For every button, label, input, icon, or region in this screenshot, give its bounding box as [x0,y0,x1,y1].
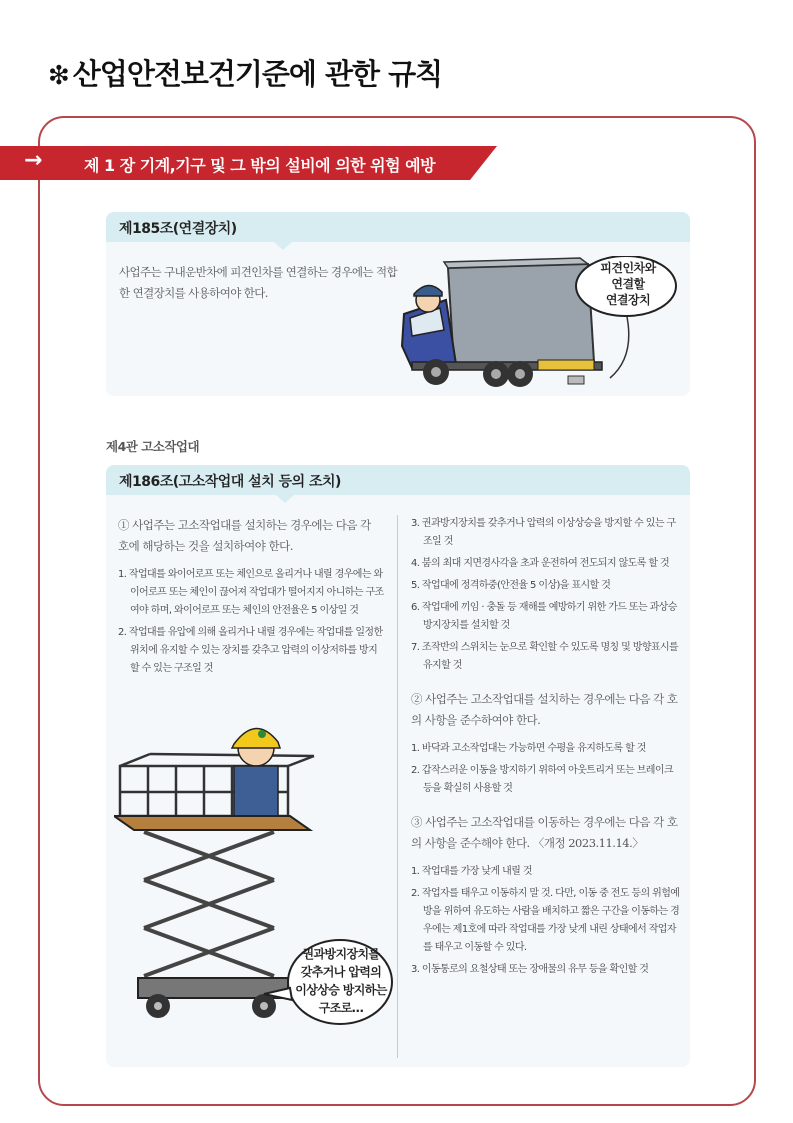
list-item: 1. 바닥과 고소작업대는 가능하면 수평을 유지하도록 할 것 [411,743,646,754]
asterisk-icon: ❇ [48,61,69,91]
article-185-body: 사업주는 구내운반차에 피견인차를 연결하는 경우에는 적합한 연결장치를 사용하여야 한다. [119,265,398,300]
chapter-ribbon [0,146,497,180]
list-item: 2. 작업대를 유압에 의해 올리거나 내릴 경우에는 작업대를 일정한 위치에 유지할 수 있는 장치를 갖추고 압력의 이상저하를 방지할 수 있는 구조일 것 [118,627,383,674]
section-label: 제4관 고소작업대 [106,439,200,454]
page-title [48,52,442,93]
article-186-header [106,465,690,495]
page-title-text: 산업안전보건기준에 관한 규칙 [72,57,443,91]
list-item: 4. 붐의 최대 지면경사각을 초과 운전하여 전도되지 않도록 할 것 [411,558,670,569]
list-item: 1. 작업대를 와이어로프 또는 체인으로 올리거나 내릴 경우에는 와이어로프 또는 체인이 끊어져 작업대가 떨어지지 아니하는 구조여야 하며, 와이어로프 또는 체인의 안전율은 5 이상일 것 [118,569,384,616]
paragraph-2: ② 사업주는 고소작업대를 설치하는 경우에는 다음 각 호의 사항을 준수하여야 한다. [411,692,678,727]
bubble-line: 연결할 [611,277,645,291]
paragraph-1: ① 사업주는 고소작업대를 설치하는 경우에는 다음 각 호에 해당하는 것을 설치하여야 한다. [118,518,371,553]
bubble-line: 갖추거나 압력의 [300,965,382,979]
bubble-line: 권과방지장치를 [302,947,380,961]
arrow-right-icon: → [24,148,43,173]
right-column [411,515,681,983]
bubble-line: 연결장치 [605,293,651,307]
header-pointer [276,495,294,503]
truck-speech-bubble [594,260,662,308]
platform-speech-bubble [282,945,400,1017]
bubble-line: 이상상승 방지하는 [295,983,387,997]
list-item: 6. 작업대에 끼임 · 충돌 등 재해를 예방하기 위한 가드 또는 과상승방지장치를 설치할 것 [411,602,677,631]
article-186-heading: 제186조(고소작업대 설치 등의 조치) [119,474,341,490]
bubble-line: 피견인차와 [600,261,656,275]
article-185-header [106,212,690,242]
list-item: 2. 작업자를 태우고 이동하지 말 것. 다만, 이동 중 전도 등의 위험예방을 위하여 유도하는 사람을 배치하고 짧은 구간을 이동하는 경우에는 제1호에 따라 작업대를 가장 낮게 내린 상태에서 작업자를 태우고 이동할 수 있다. [411,888,680,953]
chapter-title: 제 1 장 기계,기구 및 그 밖의 설비에 의한 위험 예방 [84,156,436,175]
list-item: 1. 작업대를 가장 낮게 내릴 것 [411,866,532,877]
article-185-heading: 제185조(연결장치) [119,221,237,237]
list-item: 5. 작업대에 정격하중(안전율 5 이상)을 표시할 것 [411,580,611,591]
paragraph-3: ③ 사업주는 고소작업대를 이동하는 경우에는 다음 각 호의 사항을 준수해야 한다. 〈개정 2023.11.14.〉 [411,815,678,850]
list-item: 3. 권과방지장치를 갖추거나 압력의 이상상승을 방지할 수 있는 구조일 것 [411,518,676,547]
bubble-line: 구조로… [318,1001,364,1015]
list-item: 2. 갑작스러운 이동을 방지하기 위하여 아웃트리거 또는 브레이크 등을 확실히 사용할 것 [411,765,673,794]
header-pointer [274,242,292,250]
left-column [118,515,384,682]
list-item: 3. 이동통로의 요철상태 또는 장애물의 유무 등을 확인할 것 [411,964,649,975]
list-item: 7. 조작반의 스위치는 눈으로 확인할 수 있도록 명칭 및 방향표시를 유지할 것 [411,642,679,671]
